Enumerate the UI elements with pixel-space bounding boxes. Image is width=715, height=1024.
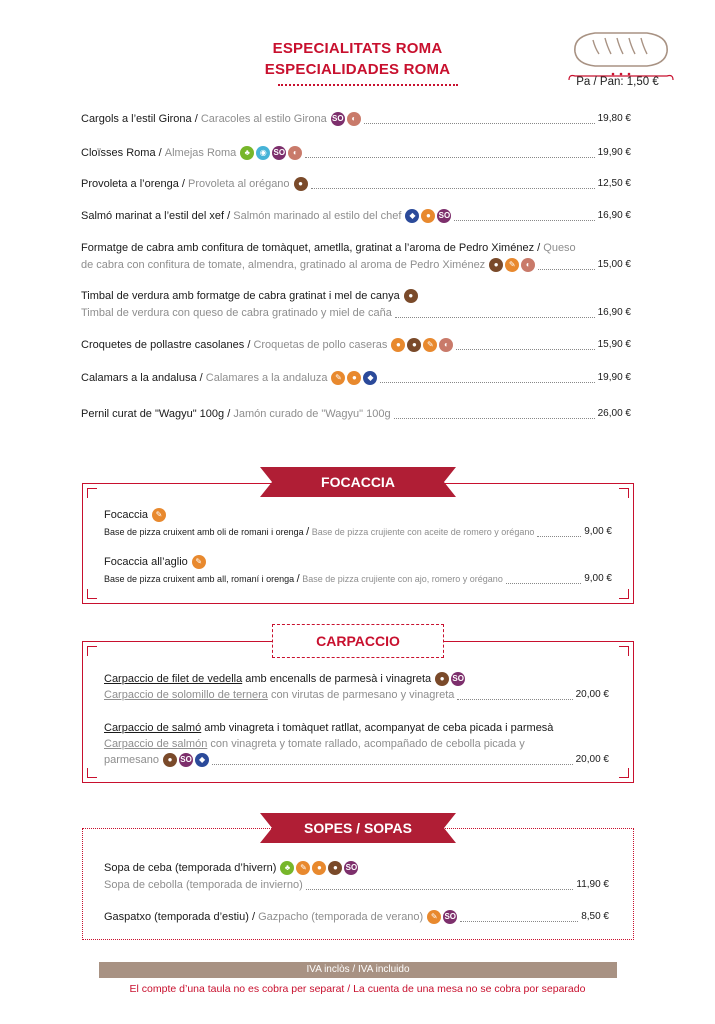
bread-icon — [567, 22, 675, 102]
egg-icon: ● — [312, 861, 326, 875]
dot-leader — [537, 528, 581, 537]
menu-item: Calamars a la andalusa / Calamares a la andaluza ✎ ● ◆ 19,90 € — [81, 372, 631, 384]
milk-icon: ● — [404, 289, 418, 303]
title-catalan: ESPECIALITATS ROMA — [272, 40, 443, 57]
title-spanish: ESPECIALIDADES ROMA — [264, 61, 451, 78]
milk-icon: ● — [407, 338, 421, 352]
title-divider — [278, 84, 458, 86]
menu-item: Croquetes de pollastre casolanes / Croquetas de pollo caseras ● ● ✎ ◐ 15,90 € — [81, 339, 631, 351]
price: 16,90 € — [597, 210, 631, 221]
dot-leader — [380, 374, 594, 383]
price: 20,00 € — [575, 689, 609, 700]
egg-icon: ● — [421, 209, 435, 223]
fish-icon: ◆ — [363, 371, 377, 385]
carpaccio-ribbon — [272, 624, 444, 658]
fish-icon: ◆ — [405, 209, 419, 223]
focaccia-ribbon — [260, 467, 456, 497]
dot-leader — [364, 115, 595, 124]
dot-leader — [212, 756, 573, 765]
menu-item: Cargols a l’estil Girona / Caracoles al estilo Girona SO ◐ 19,80 € — [81, 113, 631, 125]
price: 20,00 € — [575, 754, 609, 765]
egg-icon: ● — [391, 338, 405, 352]
sopes-ribbon — [260, 813, 456, 843]
dot-leader — [306, 881, 574, 890]
sulphites-icon: SO — [451, 672, 465, 686]
dot-leader — [538, 261, 594, 270]
price: 15,90 € — [597, 339, 631, 350]
price: 11,90 € — [576, 879, 609, 890]
price: 9,00 € — [584, 526, 612, 537]
dot-leader — [457, 691, 572, 700]
dot-leader — [506, 575, 581, 584]
milk-icon: ● — [163, 753, 177, 767]
menu-item: Focaccia all’aglio ✎ Base de pizza cruixent amb all, romaní i orenga / Base de pizza crujiente con ajo, romero y orégano 9,00 € — [104, 556, 612, 585]
footer-note: El compte d’una taula no es cobra per separat / La cuenta de una mesa no se cobra por separado — [129, 983, 586, 995]
mollusc-icon: ◐ — [347, 112, 361, 126]
mollusc-icon: ◐ — [521, 258, 535, 272]
egg-icon: ● — [347, 371, 361, 385]
section-title: CARPACCIO — [316, 633, 400, 649]
menu-item: Gaspatxo (temporada d’estiu) / Gazpacho (temporada de verano) ✎ SO 8,50 € — [104, 911, 609, 923]
dot-leader — [394, 410, 595, 419]
menu-item: Provoleta a l’orenga / Provoleta al orégano ● 12,50 € — [81, 178, 631, 190]
mollusc-icon: ◐ — [439, 338, 453, 352]
menu-item: Formatge de cabra amb confitura de tomàquet, ametlla, gratinat a l’aroma de Pedro Ximénez / Queso de cabra con confitura de tomate, almendra, gratinado al aroma de Pedro Ximénez ● ✎ ◐ 15,00 € — [81, 242, 631, 271]
price: 19,90 € — [597, 147, 631, 158]
milk-icon: ● — [294, 177, 308, 191]
menu-item: Timbal de verdura amb formatge de cabra gratinat i mel de canya ● Timbal de verdura con queso de cabra gratinado y miel de caña 16,90 € — [81, 290, 631, 319]
sulphites-icon: SO — [179, 753, 193, 767]
gluten-icon: ✎ — [505, 258, 519, 272]
price: 26,00 € — [597, 408, 631, 419]
sulphites-icon: SO — [443, 910, 457, 924]
tax-banner: IVA inclòs / IVA incluido — [99, 962, 617, 978]
dot-leader — [311, 180, 595, 189]
mollusc-icon: ◐ — [288, 146, 302, 160]
price: 8,50 € — [581, 911, 609, 922]
menu-item: Pernil curat de "Wagyu" 100g / Jamón curado de "Wagyu" 100g 26,00 € — [81, 408, 631, 420]
celery-icon: ♣ — [240, 146, 254, 160]
dot-leader — [456, 341, 594, 350]
dot-leader — [395, 309, 595, 318]
gluten-icon: ✎ — [192, 555, 206, 569]
celery-icon: ♣ — [280, 861, 294, 875]
milk-icon: ● — [435, 672, 449, 686]
gluten-icon: ✎ — [331, 371, 345, 385]
gluten-icon: ✎ — [296, 861, 310, 875]
dot-leader — [454, 212, 594, 221]
menu-item: Carpaccio de filet de vedella amb encenalls de parmesà i vinagreta ● SO Carpaccio de solomillo de ternera con virutas de parmesano y vinagreta 20,00 € — [104, 673, 609, 701]
gluten-icon: ✎ — [423, 338, 437, 352]
milk-icon: ● — [328, 861, 342, 875]
menu-item: Salmó marinat a l’estil del xef / Salmón marinado al estilo del chef ◆ ● SO 16,90 € — [81, 210, 631, 222]
section-title: SOPES / SOPAS — [304, 820, 412, 836]
price: 16,90 € — [597, 307, 631, 318]
menu-item: Cloïsses Roma / Almejas Roma ♣ ◉ SO ◐ 19,90 € — [81, 147, 631, 159]
section-title: FOCACCIA — [321, 474, 395, 490]
price: 9,00 € — [584, 573, 612, 584]
price: 15,00 € — [597, 259, 631, 270]
sulphites-icon: SO — [331, 112, 345, 126]
price: 12,50 € — [597, 178, 631, 189]
dot-leader — [305, 149, 594, 158]
milk-icon: ● — [489, 258, 503, 272]
dot-leader — [460, 913, 578, 922]
gluten-icon: ✎ — [152, 508, 166, 522]
sulphites-icon: SO — [272, 146, 286, 160]
menu-item: Carpaccio de salmó amb vinagreta i tomàquet ratllat, acompanyat de ceba picada i parmesà Carpaccio de salmón con vinagreta y tomate rallado, acompañado de cebolla picada y parmesano ● SO ◆ 20,00 € — [104, 722, 609, 766]
menu-item: Sopa de ceba (temporada d’hivern) ♣ ✎ ● ● SO Sopa de cebolla (temporada de invierno) 11,90 € — [104, 862, 609, 891]
bread-price: Pa / Pan: 1,50 € — [576, 76, 659, 88]
price: 19,80 € — [597, 113, 631, 124]
menu-item: Focaccia ✎ Base de pizza cruixent amb oli de romani i orenga / Base de pizza crujiente con aceite de romero y orégano 9,00 € — [104, 509, 612, 538]
sulphites-icon: SO — [437, 209, 451, 223]
sulphites-icon: SO — [344, 861, 358, 875]
gluten-icon: ✎ — [427, 910, 441, 924]
crustacean-icon: ◉ — [256, 146, 270, 160]
price: 19,90 € — [597, 372, 631, 383]
fish-icon: ◆ — [195, 753, 209, 767]
